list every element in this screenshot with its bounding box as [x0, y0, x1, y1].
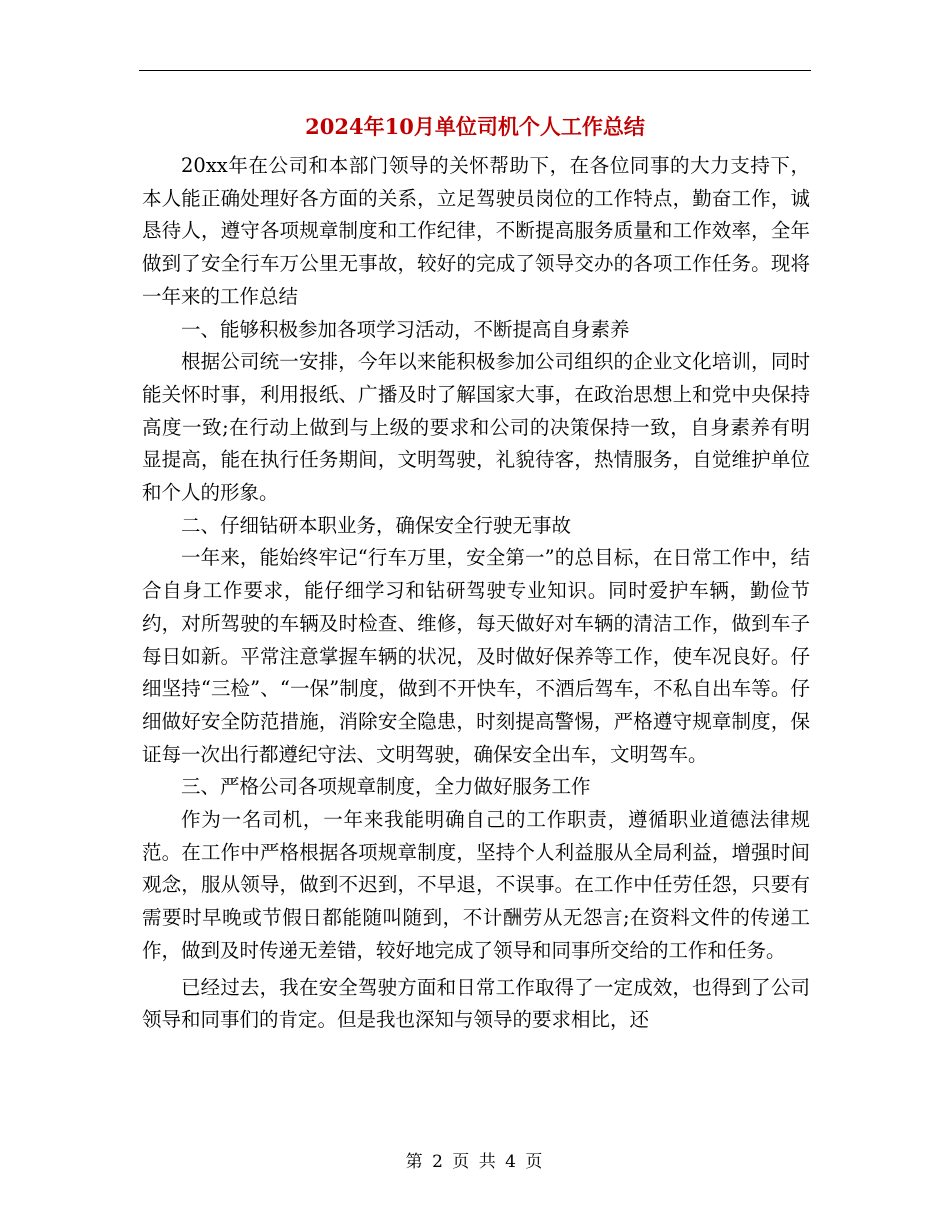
header-rule — [139, 70, 811, 71]
paragraph-section-1: 根据公司统一安排，今年以来能积极参加公司组织的企业文化培训，同时能关怀时事，利用报纸、广播及时了解国家大事，在政治思想上和党中央保持高度一致;在行动上做到与上级的要求和公司的决策保持一致，自身素养有明显提高，能在执行任务期间，文明驾驶，礼貌待客，热情服务，自觉维护单位和个人的形象。 — [142, 350, 810, 505]
paragraph-section-3: 作为一名司机，一年来我能明确自己的工作职责，遵循职业道德法律规范。在工作中严格根据各项规章制度，坚持个人利益服从全局利益，增强时间观念，服从领导，做到不迟到，不早退，不误事。在工作中任劳任怨，只要有需要时早晚或节假日都能随叫随到，不计酬劳从无怨言;在资料文件的传递工作，做到及时传递无差错，较好地完成了领导和同事所交给的工作和任务。 — [142, 808, 810, 962]
paragraph-closing: 已经过去，我在安全驾驶方面和日常工作取得了一定成效，也得到了公司领导和同事们的肯定。但是我也深知与领导的要求相比，还 — [142, 975, 810, 1032]
paragraph-intro: 20xx年在公司和本部门领导的关怀帮助下，在各位同事的大力支持下，本人能正确处理好各方面的关系，立足驾驶员岗位的工作特点，勤奋工作，诚恳待人，遵守各项规章制度和工作纪律，不断提高服务质量和工作效率，全年做到了安全行车万公里无事故，较好的完成了领导交办的各项工作任务。现将一年来的工作总结 — [142, 154, 810, 308]
section-heading-1: 一、能够积极参加各项学习活动，不断提高自身素养 — [181, 317, 630, 341]
document-body — [142, 150, 810, 1037]
section-heading-2: 二、仔细钻研本职业务，确保安全行驶无事故 — [181, 513, 572, 537]
paragraph-section-2: 一年来，能始终牢记“行车万里，安全第一”的总目标，在日常工作中，结合自身工作要求，能仔细学习和钻研驾驶专业知识。同时爱护车辆，勤俭节约，对所驾驶的车辆及时检查、维修，每天做好对车辆的清洁工作，做到车子每日如新。平常注意掌握车辆的状况，及时做好保养等工作，使车况良好。仔细坚持“三检”、“一保”制度，做到不开快车，不酒后驾车，不私自出车等。仔细做好安全防范措施，消除安全隐患，时刻提高警惕，严格遵守规章制度，保证每一次出行都遵纪守法、文明驾驶，确保安全出车，文明驾车。 — [142, 546, 810, 766]
page-number-footer: 第 2 页 共 4 页 — [405, 1152, 545, 1172]
document-title: 2024年10月单位司机个人工作总结 — [305, 114, 645, 139]
section-heading-3: 三、严格公司各项规章制度，全力做好服务工作 — [181, 775, 591, 799]
